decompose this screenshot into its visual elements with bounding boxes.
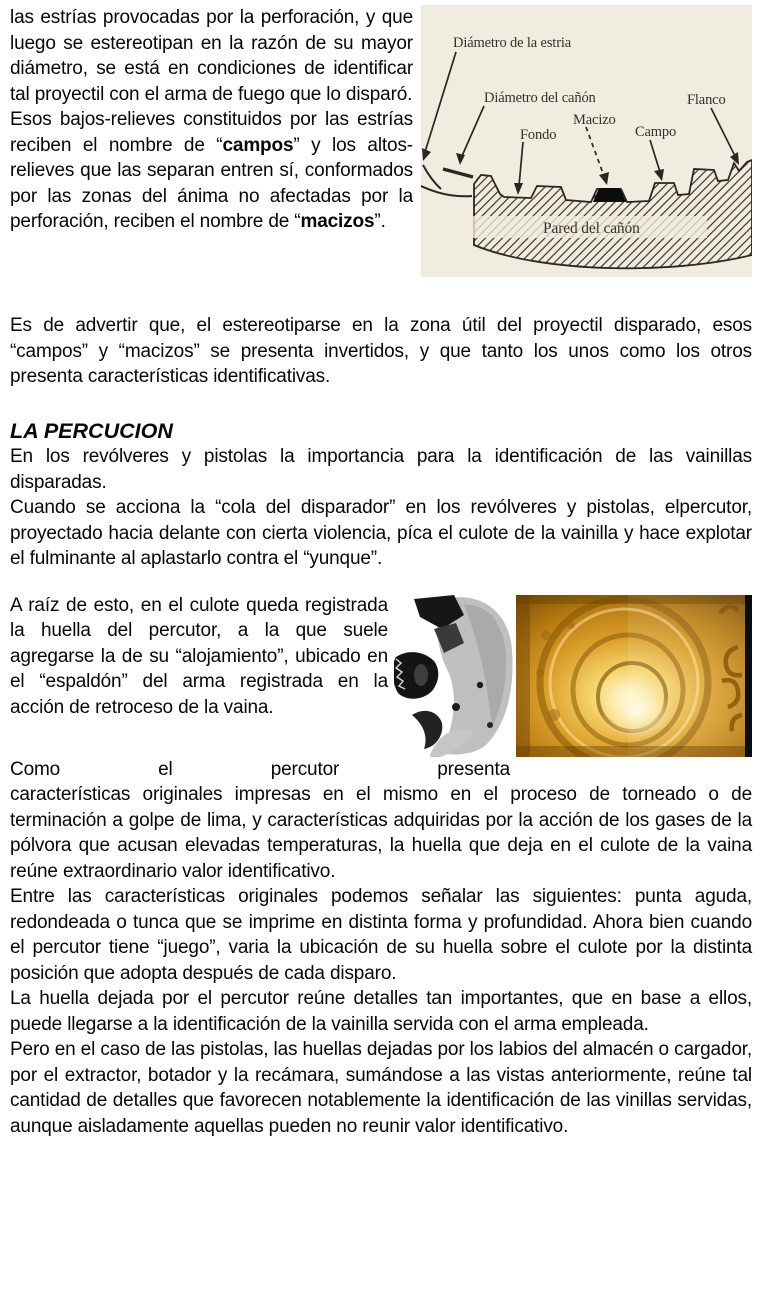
paragraph-revolveres: En los revólveres y pistolas la importancia para la identificación de las vainillas disparadas. xyxy=(10,446,752,493)
pistol-hammer-photo xyxy=(394,595,516,757)
screw-dot-2 xyxy=(477,681,483,687)
label-pared-del-canon: Pared del cañón xyxy=(543,220,640,237)
text-run: Esos bajos-relieves constituidos por las estrías reciben el nombre de “ xyxy=(10,109,413,156)
paragraph-a-raiz: A raíz de esto, en el culote queda registrada la huella del percutor, a la que suele agregarse la de su “alojamiento”, ubicado en el “espaldón” del arma registrada en la acción de retroceso de la vaina. xyxy=(10,594,388,718)
paragraph-la-huella: La huella dejada por el percutor reúne detalles tan importantes, que en base a ellos, puede llegarse a la identificación de la vainilla servida con el arma empleada. xyxy=(10,988,752,1035)
paragraph-como-first-line: Como el percutor presenta xyxy=(10,758,510,780)
top-shadow-edge xyxy=(516,595,752,604)
label-flanco: Flanco xyxy=(687,92,726,108)
bold-campos: campos xyxy=(222,134,294,156)
paragraph-entre-caracteristicas: Entre las características originales podemos señalar las siguientes: punta aguda, redondeada o tunca que se imprime en distinta forma y profundidad. Ahora bien cuando el percutor tiene “juego”, varia la ubicación de su huella sobre el culote por la distinta posición que adopta después de cada disparo. xyxy=(10,886,752,984)
section-heading-la-percucion: LA PERCUCION xyxy=(10,418,173,443)
text-run: ” y los altos-relieves que las separan entren sí, conformados por las zonas del ánima no afectadas por la perforación, reciben el nombre de “ xyxy=(10,134,413,232)
label-diametro-estria: Diámetro de la estria xyxy=(453,35,572,51)
percutor-section xyxy=(10,593,752,783)
photos-figure xyxy=(394,595,752,757)
paragraph-cola-disparador: Cuando se acciona la “cola del disparador” en los revólveres y pistolas, elpercutor, proyectado hacia delante con cierta violencia, píca el culote de la vainilla y hace explotar el fulminante al aplastarlo contra el “yunque”. xyxy=(10,497,752,569)
paragraph-caracteristicas: características originales impresas en el mismo en el proceso de torneado o de terminación a golpe de lima, y características adquiridas por la acción de los gases de la pólvora que acusan elevadas temperaturas, la huella que deja en el culote de la vaina reúne extraordinario valor identificativo. xyxy=(10,784,752,882)
screw-dot-3 xyxy=(487,722,493,728)
screw-dot-1 xyxy=(452,703,460,711)
label-fondo: Fondo xyxy=(520,127,557,143)
left-shadow-edge xyxy=(516,595,530,757)
label-campo: Campo xyxy=(635,124,677,140)
rifling-diagram-figure xyxy=(421,5,752,313)
bold-macizos: macizos xyxy=(300,211,375,232)
rifling-cross-section-diagram xyxy=(421,5,752,277)
paragraph-advertir: Es de advertir que, el estereotiparse en la zona útil del proyectil disparado, esos “campos” y “macizos” se presenta invertidos, y que tanto los unos como los otros presenta características identificativas. xyxy=(10,315,752,387)
right-black-strip xyxy=(745,595,752,757)
text-run: ”. xyxy=(374,211,386,232)
label-diametro-canon: Diámetro del cañón xyxy=(484,90,596,106)
intro-section xyxy=(10,5,752,313)
bottom-shadow-edge xyxy=(516,746,752,757)
label-macizo: Macizo xyxy=(573,112,616,128)
paragraph-pero-pistolas: Pero en el caso de las pistolas, las huellas dejadas por los labios del almacén o cargador, por el extractor, botador y la recámara, sumándose a las vistas anteriormente, reúne tal cantidad de detalles que favorecen notablemente la identificación de las vinillas servidas, aunque aisladamente aquellas pueden no reunir valor identificativo. xyxy=(10,1039,752,1137)
cartridge-primer-photo xyxy=(516,595,752,757)
hammer-highlight xyxy=(414,664,428,686)
paragraph-estrias: las estrías provocadas por la perforación, y que luego se estereotipan en la razón de su mayor diámetro, se está en condiciones de identificar tal proyectil con el arma de fuego que lo disparó. xyxy=(10,7,413,105)
